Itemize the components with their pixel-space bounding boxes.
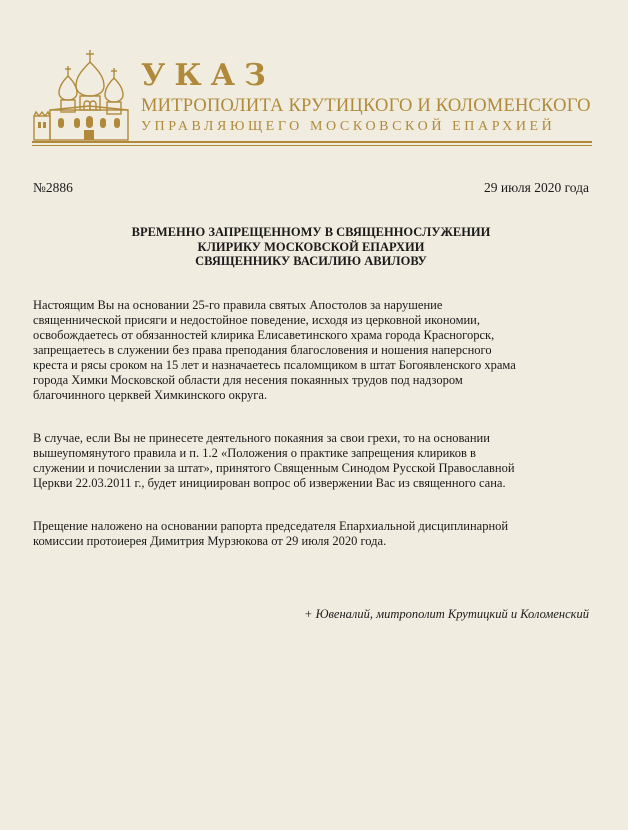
decree-title: УКАЗ — [141, 58, 275, 93]
header-divider-thin — [32, 145, 592, 146]
paragraph-line: освобождаетесь от обязанностей клирика Елисаветинского храма города Красногорск, — [33, 328, 495, 342]
document-header — [0, 0, 628, 150]
document-number: №2886 — [33, 180, 73, 195]
issuer-subtitle: УПРАВЛЯЮЩЕГО МОСКОВСКОЙ ЕПАРХИЕЙ — [141, 119, 556, 134]
paragraph-line: Настоящим Вы на основании 25-го правила святых Апостолов за нарушение — [33, 298, 443, 312]
paragraph-line: запрещаетесь в служении без права преподания благословения и ношения наперсного — [33, 343, 492, 357]
paragraph-line: Церкви 22.03.2011 г., будет инициирован вопрос об извержении Вас из священного сана. — [33, 476, 506, 490]
heading-line: КЛИРИКУ МОСКОВСКОЙ ЕПАРХИИ — [197, 239, 425, 254]
church-domes-icon — [30, 48, 130, 144]
issuer-title: МИТРОПОЛИТА КРУТИЦКОГО И КОЛОМЕНСКОГО — [141, 96, 591, 116]
paragraph-decision — [33, 298, 593, 403]
document-date: 29 июля 2020 года — [484, 180, 589, 195]
heading-line: ВРЕМЕННО ЗАПРЕЩЕННОМУ В СВЯЩЕННОСЛУЖЕНИИ — [131, 225, 491, 239]
addressee-heading — [0, 225, 622, 269]
paragraph-warning — [33, 431, 593, 491]
paragraph-line: служении и почислении за штат», принятого Священным Синодом Русской Православной — [33, 461, 515, 475]
paragraph-line: комиссии протоиерея Димитрия Мурзюкова от 29 июля 2020 года. — [33, 534, 387, 548]
paragraph-line: Прещение наложено на основании рапорта председателя Епархиальной дисциплинарной — [33, 519, 509, 533]
heading-line: СВЯЩЕННИКУ ВАСИЛИЮ АВИЛОВУ — [195, 254, 427, 268]
paragraph-line: В случае, если Вы не принесете деятельного покаяния за свои грехи, то на основании — [33, 431, 490, 445]
paragraph-line: города Химки Московской области для несения покаянных трудов под надзором — [33, 373, 463, 387]
paragraph-line: вышеупомянутого правила и п. 1.2 «Положения о практике запрещения клириков в — [33, 446, 476, 460]
paragraph-line: креста и рясы сроком на 15 лет и назначаетесь псаломщиком в штат Богоявленского храма — [33, 358, 516, 372]
paragraph-line: священнической присяги и недостойное поведение, исходя из церковной икономии, — [33, 313, 480, 327]
paragraph-line: благочинного церквей Химкинского округа. — [33, 388, 268, 402]
header-divider — [32, 141, 592, 143]
paragraph-basis — [33, 519, 593, 549]
signature: + Ювеналий, митрополит Крутицкий и Коломенский — [304, 607, 589, 621]
